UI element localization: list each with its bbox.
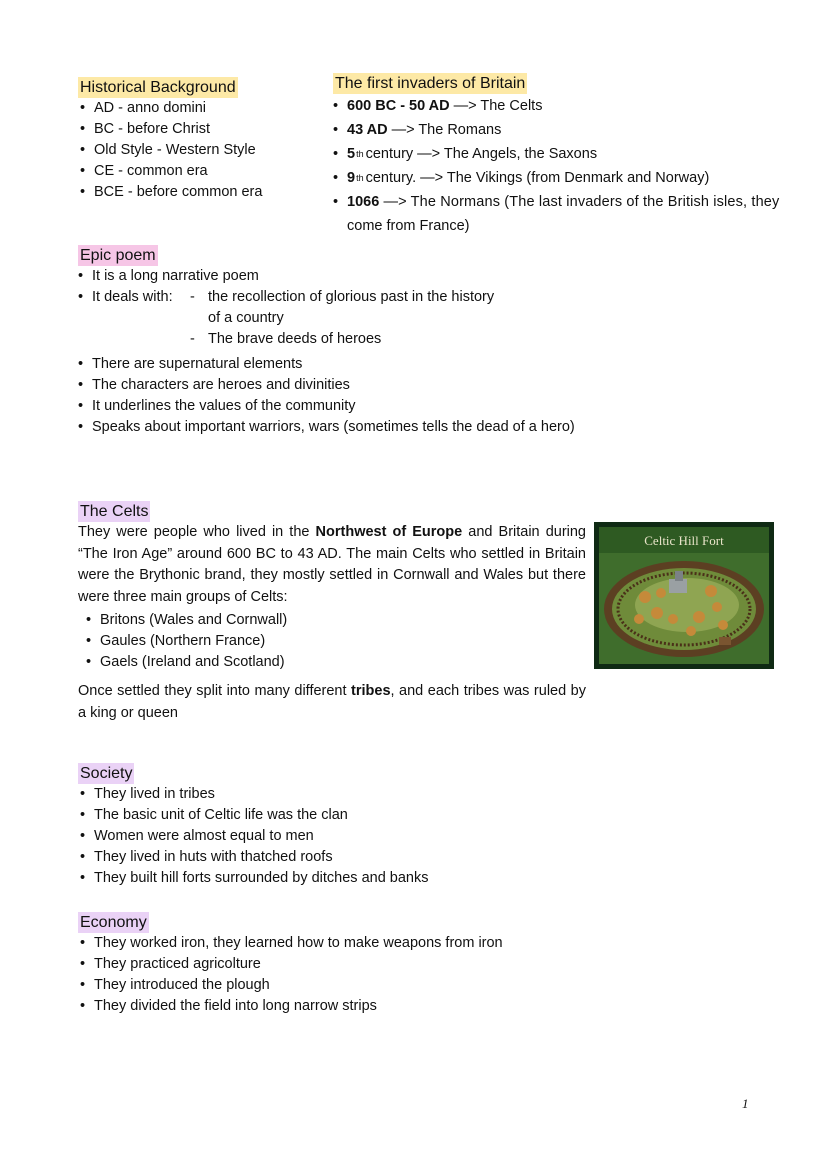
invaders-section <box>333 73 813 238</box>
celts-paragraph-2: Once settled they split into many different tribes, and each tribes was ruled by a king or queen <box>78 683 586 721</box>
epic-list-2 <box>78 354 575 438</box>
list-item: • 43 AD —> The Romans <box>333 118 813 142</box>
historical-section <box>78 77 262 203</box>
list-item: • The characters are heroes and divinities <box>78 375 575 396</box>
celts-title: The Celts <box>80 503 149 520</box>
sub-item: - the recollection of glorious past in the history <box>190 289 495 305</box>
list-item: • Women were almost equal to men <box>80 826 429 847</box>
epic-sublist <box>78 287 575 350</box>
invaders-title: The first invaders of Britain <box>335 75 526 92</box>
list-item: • Britons (Wales and Cornwall) <box>86 610 586 631</box>
economy-title: Economy <box>80 914 147 931</box>
society-list <box>80 784 429 889</box>
list-item: • 1066 —> The Normans (The last invaders of the British isles, they come from France) <box>333 190 813 238</box>
society-title: Society <box>80 765 133 782</box>
celts-paragraph: They were people who lived in the Northwest of Europe and Britain during “The Iron Age” around 600 BC to 43 AD. The main Celts who settled in Britain were the Brythonic brand, they mostly settled in Cornwall and Wales but there were three main groups of Celts: <box>78 524 586 605</box>
list-item: • BCE - before common era <box>80 182 262 203</box>
list-item: • They lived in tribes <box>80 784 429 805</box>
list-item: • BC - before Christ <box>80 119 262 140</box>
celtic-hill-fort-image <box>594 522 774 669</box>
page-number: 1 <box>742 1096 749 1111</box>
list-item: • Gaules (Northern France) <box>86 631 586 652</box>
list-item: • 9th century. —> The Vikings (from Denmark and Norway) <box>333 166 813 190</box>
list-item: • Gaels (Ireland and Scotland) <box>86 652 586 673</box>
list-item: • There are supernatural elements <box>78 354 575 375</box>
list-item: • They practiced agricolture <box>80 954 503 975</box>
epic-section <box>78 245 575 438</box>
list-item: • They divided the field into long narrow strips <box>80 996 503 1017</box>
celts-section <box>78 501 586 724</box>
list-item: • It underlines the values of the community <box>78 396 575 417</box>
list-item: • The basic unit of Celtic life was the clan <box>80 805 429 826</box>
list-item: • They lived in huts with thatched roofs <box>80 847 429 868</box>
list-item: • They built hill forts surrounded by ditches and banks <box>80 868 429 889</box>
celts-groups <box>86 610 586 673</box>
hill-fort-illustration <box>599 527 769 664</box>
list-item: • Old Style - Western Style <box>80 140 262 161</box>
economy-section <box>78 912 503 1017</box>
invaders-list <box>333 94 813 238</box>
society-section <box>78 763 429 889</box>
sub-item: - The brave deeds of heroes <box>190 331 382 347</box>
epic-title: Epic poem <box>80 247 156 264</box>
image-caption: Celtic Hill Fort <box>644 533 724 548</box>
list-item: • 5th century —> The Angels, the Saxons <box>333 142 813 166</box>
list-item: • It deals with: <box>78 287 575 308</box>
list-item: • They worked iron, they learned how to make weapons from iron <box>80 933 503 954</box>
list-item: • Speaks about important warriors, wars (sometimes tells the dead of a hero) <box>78 417 575 438</box>
historical-list <box>80 98 262 203</box>
list-item: • CE - common era <box>80 161 262 182</box>
list-item: • It is a long narrative poem <box>78 266 575 287</box>
sub-item: of a country <box>208 310 284 326</box>
list-item: • 600 BC - 50 AD —> The Celts <box>333 94 813 118</box>
list-item: • They introduced the plough <box>80 975 503 996</box>
historical-title: Historical Background <box>80 79 236 96</box>
list-item: • AD - anno domini <box>80 98 262 119</box>
economy-list <box>80 933 503 1017</box>
